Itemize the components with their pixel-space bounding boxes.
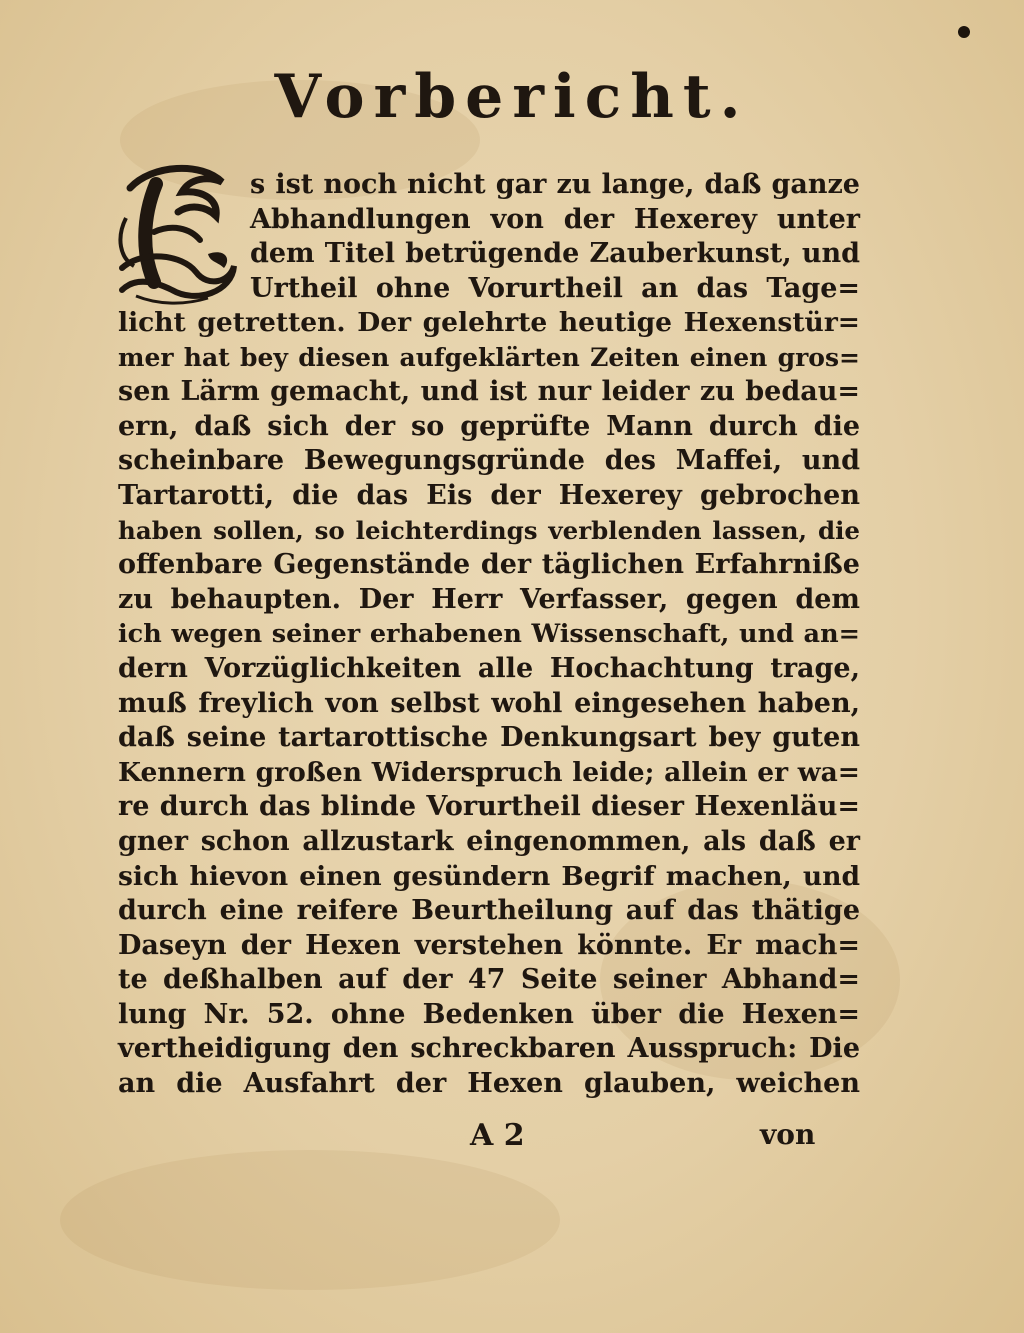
text-line: muß freylich von selbst wohl eingesehen haben, bbox=[118, 687, 860, 719]
catchword: von bbox=[760, 1118, 816, 1151]
text-line: re durch das blinde Vorurtheil dieser Hexenläu= bbox=[118, 791, 860, 823]
text-line: s ist noch nicht gar zu lange, daß ganze bbox=[250, 169, 860, 200]
signature-mark: A 2 bbox=[470, 1118, 525, 1153]
text-line: dem Titel betrügende Zauberkunst, und bbox=[250, 238, 860, 270]
text-line: Tartarotti, die das Eis der Hexerey gebrochen bbox=[118, 479, 860, 511]
text-line: Kennern großen Widerspruch leide; allein er wa= bbox=[118, 756, 860, 788]
text-line: haben sollen, so leichterdings verblenden lassen, die bbox=[118, 515, 860, 545]
text-line: gner schon allzustark eingenommen, als daß er bbox=[118, 825, 860, 857]
body-text bbox=[118, 306, 860, 1102]
text-line: lung Nr. 52. ohne Bedenken über die Hexen= bbox=[118, 998, 860, 1030]
page-heading: Vorbericht. bbox=[274, 62, 750, 132]
text-line: zu behaupten. Der Herr Verfasser, gegen dem bbox=[118, 583, 860, 615]
decorated-initial-e bbox=[112, 158, 240, 308]
text-line: daß seine tartarottische Denkungsart bey guten bbox=[118, 722, 860, 754]
text-line: ich wegen seiner erhabenen Wissenschaft, und an= bbox=[118, 619, 860, 650]
text-line: sich hievon einen gesündern Begrif machen, und bbox=[118, 860, 860, 892]
text-line: licht getretten. Der gelehrte heutige Hexenstür= bbox=[118, 307, 860, 338]
text-line: vertheidigung den schreckbaren Ausspruch: Die bbox=[118, 1033, 860, 1065]
text-line: durch eine reifere Beurtheilung auf das thätige bbox=[118, 895, 860, 927]
first-lines-block bbox=[250, 168, 860, 306]
text-line: ern, daß sich der so geprüfte Mann durch die bbox=[118, 410, 860, 442]
text-line: dern Vorzüglichkeiten alle Hochachtung trage, bbox=[118, 652, 860, 684]
text-line: offenbare Gegenstände der täglichen Erfahrniße bbox=[118, 549, 860, 581]
text-line: Daseyn der Hexen verstehen könnte. Er mach= bbox=[118, 929, 860, 961]
text-line: scheinbare Bewegungsgründe des Maffei, und bbox=[118, 445, 860, 477]
text-line: Abhandlungen von der Hexerey unter bbox=[250, 203, 860, 235]
ink-spot bbox=[958, 26, 970, 38]
text-line: mer hat bey diesen aufgeklärten Zeiten einen gros= bbox=[118, 342, 860, 372]
text-line: sen Lärm gemacht, und ist nur leider zu bedau= bbox=[118, 376, 860, 408]
text-line: Urtheil ohne Vorurtheil an das Tage= bbox=[250, 272, 860, 304]
text-line: te deßhalben auf der 47 Seite seiner Abhand= bbox=[118, 964, 860, 996]
text-line: an die Ausfahrt der Hexen glauben, weichen bbox=[118, 1068, 860, 1100]
paper-stain bbox=[60, 1150, 560, 1290]
